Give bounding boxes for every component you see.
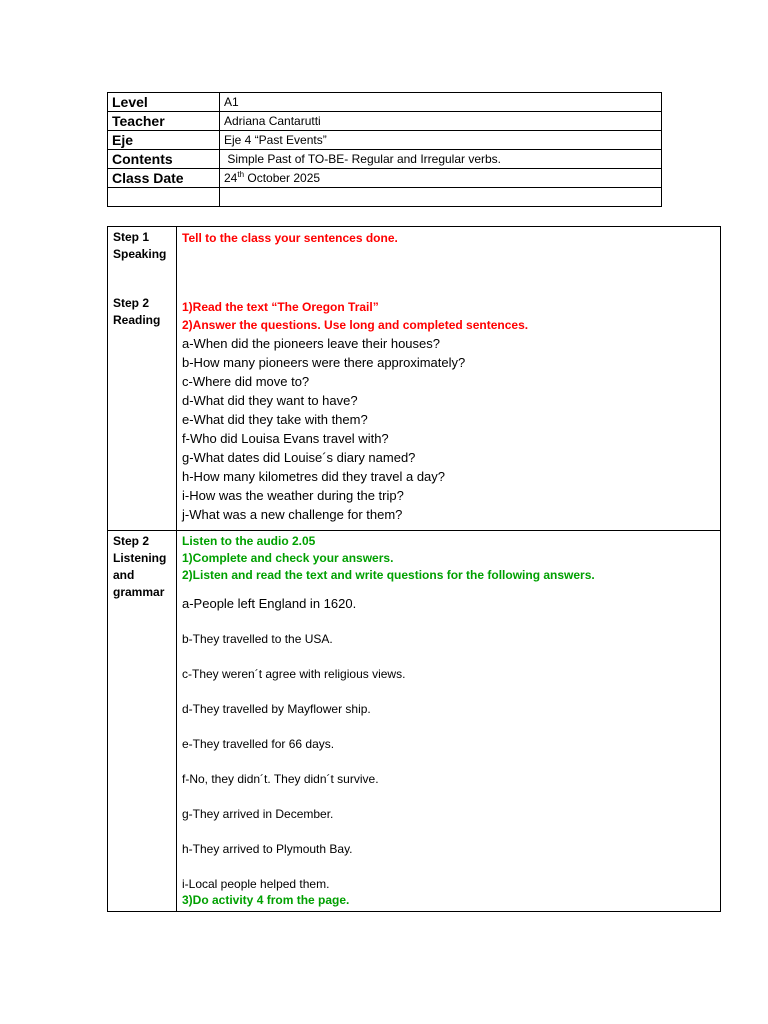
answer-item: g-They arrived in December. xyxy=(182,807,334,821)
info-label: Eje xyxy=(108,131,220,150)
question-item: a-When did the pioneers leave their houses? xyxy=(182,336,440,351)
info-label: Teacher xyxy=(108,112,220,131)
answer-item: d-They travelled by Mayflower ship. xyxy=(182,702,371,716)
info-value xyxy=(220,169,662,188)
question-item: j-What was a new challenge for them? xyxy=(182,507,403,522)
date-rest: October 2025 xyxy=(244,171,321,185)
info-label: Level xyxy=(108,93,220,112)
date-ordinal: th xyxy=(237,170,245,179)
reading-instruction: 2)Answer the questions. Use long and completed sentences. xyxy=(182,318,529,332)
info-label: Contents xyxy=(108,150,220,169)
info-label-empty xyxy=(108,188,220,207)
answer-item: i-Local people helped them. xyxy=(182,877,330,891)
step1-label: Step 1 Speaking xyxy=(113,230,167,261)
step-row-listening xyxy=(108,531,721,912)
info-row-level xyxy=(108,93,662,112)
info-value: A1 xyxy=(220,93,662,112)
question-item: f-Who did Louisa Evans travel with? xyxy=(182,431,389,446)
date-day: 24 xyxy=(224,171,238,185)
step2-reading-label: Step 2 Reading xyxy=(113,296,161,327)
listening-instruction: Listen to the audio 2.05 xyxy=(182,534,316,548)
info-row-empty xyxy=(108,188,662,207)
question-item: h-How many kilometres did they travel a day? xyxy=(182,469,446,484)
question-item: e-What did they take with them? xyxy=(182,412,368,427)
question-item: b-How many pioneers were there approximately? xyxy=(182,355,466,370)
info-value: Simple Past of TO-BE- Regular and Irregular verbs. xyxy=(220,150,662,169)
info-row-class-date xyxy=(108,169,662,188)
question-item: i-How was the weather during the trip? xyxy=(182,488,404,503)
question-item: d-What did they want to have? xyxy=(182,393,358,408)
info-value-empty xyxy=(220,188,662,207)
step-labels xyxy=(108,227,177,531)
step-row-speaking-reading xyxy=(108,227,721,531)
lesson-steps-table xyxy=(107,226,721,912)
question-item: g-What dates did Louise´s diary named? xyxy=(182,450,416,465)
info-row-contents xyxy=(108,150,662,169)
info-value: Eje 4 “Past Events” xyxy=(220,131,662,150)
question-item: c-Where did move to? xyxy=(182,374,310,389)
reading-instruction: 1)Read the text “The Oregon Trail” xyxy=(182,300,379,314)
answer-item: c-They weren´t agree with religious views. xyxy=(182,667,406,681)
answer-item: e-They travelled for 66 days. xyxy=(182,737,335,751)
info-row-teacher xyxy=(108,112,662,131)
step-content xyxy=(177,531,721,912)
info-row-eje xyxy=(108,131,662,150)
info-label: Class Date xyxy=(108,169,220,188)
info-value: Adriana Cantarutti xyxy=(220,112,662,131)
answer-item: h-They arrived to Plymouth Bay. xyxy=(182,842,353,856)
step-content xyxy=(177,227,721,531)
listening-instruction: 1)Complete and check your answers. xyxy=(182,551,394,565)
answer-item: b-They travelled to the USA. xyxy=(182,632,333,646)
lesson-info-table xyxy=(107,92,662,207)
answer-item: f-No, they didn´t. They didn´t survive. xyxy=(182,772,379,786)
step2-listening-label: Step 2 Listening and grammar xyxy=(108,531,177,912)
listening-instruction: 2)Listen and read the text and write questions for the following answers. xyxy=(182,568,595,582)
final-instruction: 3)Do activity 4 from the page. xyxy=(182,893,350,907)
answer-item: a-People left England in 1620. xyxy=(182,596,357,611)
step1-instruction: Tell to the class your sentences done. xyxy=(182,231,398,245)
